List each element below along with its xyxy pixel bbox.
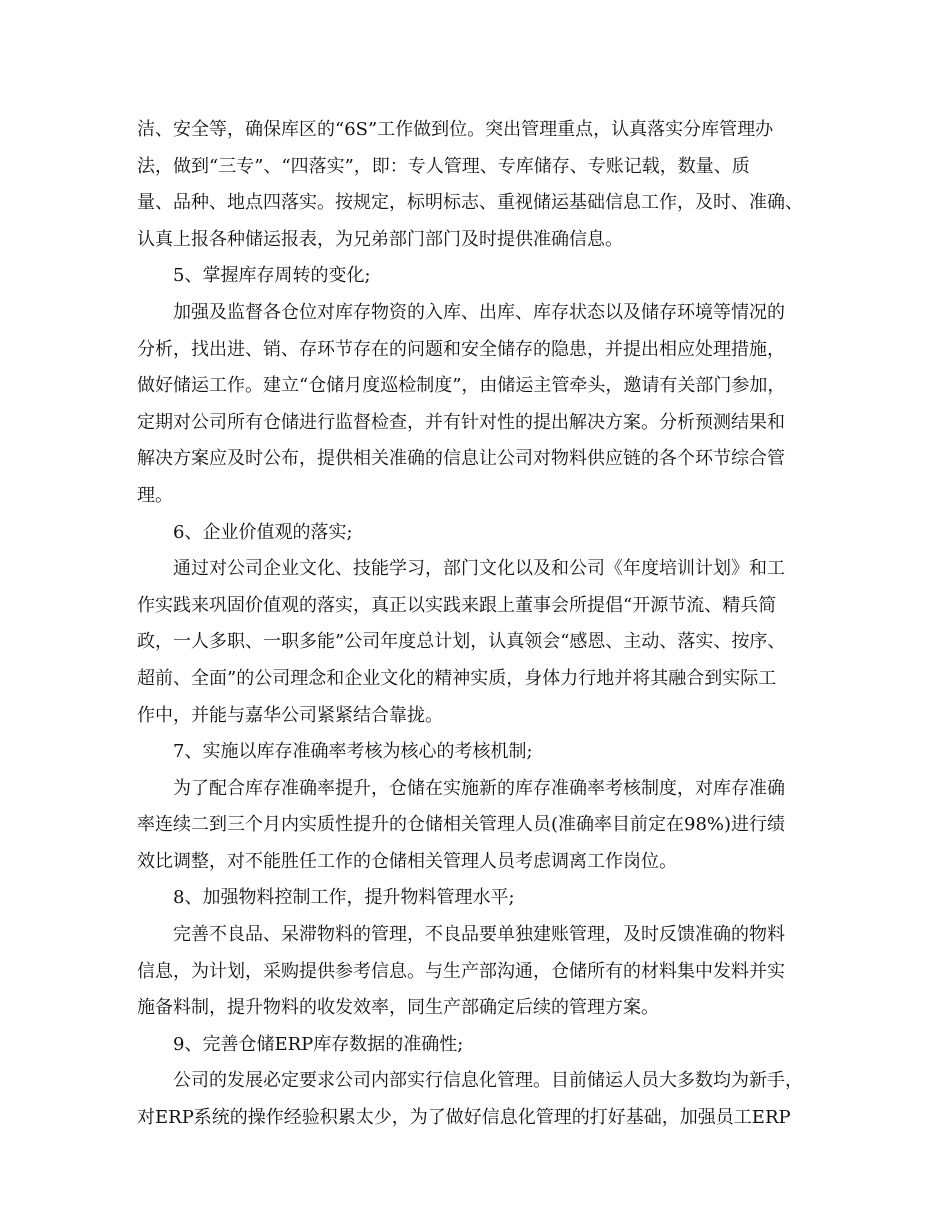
text-line: 政，一人多职、一职多能”公司年度总计划，认真领会“感恩、主动、落实、按序、 xyxy=(137,631,786,653)
text-line: 洁、安全等，确保库区的“6S”工作做到位。突出管理重点，认真落实分库管理办 xyxy=(137,119,774,140)
text-line: 解决方案应及时公布，提供相关准确的信息让公司对物料供应链的各个环节综合管 xyxy=(137,448,785,470)
text-line: 公司的发展必定要求公司内部实行信息化管理。目前储运人员大多数均为新手， xyxy=(173,1070,803,1092)
heading-text: 8、加强物料控制工作，提升物料管理水平; xyxy=(173,887,515,909)
text-line: 作中，并能与嘉华公司紧紧结合靠拢。 xyxy=(137,704,443,726)
text-line: 完善不良品、呆滞物料的管理，不良品要单独建账管理，及时反馈准确的物料 xyxy=(173,924,785,946)
paragraph-section-8 xyxy=(137,917,827,1027)
text-line: 通过对公司企业文化、技能学习，部门文化以及和公司《年度培训计划》和工 xyxy=(173,558,785,580)
text-line: 效比调整，对不能胜任工作的仓储相关管理人员考虑调离工作岗位。 xyxy=(137,850,677,872)
section-heading-8 xyxy=(137,880,827,917)
text-line: 定期对公司所有仓储进行监督检查，并有针对性的提出解决方案。分析预测结果和 xyxy=(137,411,785,433)
section-heading-9 xyxy=(137,1027,827,1064)
text-line: 量、品种、地点四落实。按规定，标明标志、重视储运基础信息工作，及时、准确、 xyxy=(137,192,803,214)
section-heading-6 xyxy=(137,515,827,552)
text-line: 做好储运工作。建立“仓储月度巡检制度”，由储运主管牵头，邀请有关部门参加， xyxy=(137,375,786,397)
paragraph-section-9 xyxy=(137,1063,827,1136)
text-line: 法，做到“三专”、“四落实”，即：专人管理、专库储存、专账记载，数量、质 xyxy=(137,155,750,177)
text-line: 为了配合库存准确率提升，仓储在实施新的库存准确率考核制度，对库存准确 xyxy=(173,777,785,799)
heading-text: 5、掌握库存周转的变化; xyxy=(173,265,371,287)
heading-text: 6、企业价值观的落实; xyxy=(173,521,353,543)
text-line: 对ERP系统的操作经验积累太少，为了做好信息化管理的打好基础，加强员工ERP xyxy=(137,1107,791,1129)
text-line: 理。 xyxy=(137,484,173,506)
document-body xyxy=(137,112,827,1137)
text-line: 加强及监督各仓位对库存物资的入库、出库、库存状态以及储存环境等情况的 xyxy=(173,301,785,323)
text-line: 信息，为计划，采购提供参考信息。与生产部沟通，仓储所有的材料集中发料并实 xyxy=(137,960,785,982)
text-line: 超前、全面”的公司理念和企业文化的精神实质，身体力行地并将其融合到实际工 xyxy=(137,667,777,689)
section-heading-7 xyxy=(137,734,827,771)
text-line: 施备料制，提升物料的收发效率，同生产部确定后续的管理方案。 xyxy=(137,997,659,1019)
heading-text: 9、完善仓储ERP库存数据的准确性; xyxy=(173,1033,464,1055)
paragraph-continuation xyxy=(137,112,827,258)
text-line: 认真上报各种储运报表，为兄弟部门部门及时提供准确信息。 xyxy=(137,228,623,250)
paragraph-section-5 xyxy=(137,295,827,515)
section-heading-5 xyxy=(137,258,827,295)
paragraph-section-6 xyxy=(137,551,827,734)
heading-text: 7、实施以库存准确率考核为核心的考核机制; xyxy=(173,741,533,763)
paragraph-section-7 xyxy=(137,771,827,881)
text-line: 分析，找出进、销、存环节存在的问题和安全储存的隐患，并提出相应处理措施， xyxy=(137,338,785,360)
text-line: 率连续二到三个月内实质性提升的仓储相关管理人员(准确率目前定在98%)进行绩 xyxy=(137,814,786,836)
text-line: 作实践来巩固价值观的落实，真正以实践来跟上董事会所提倡“开源节流、精兵简 xyxy=(137,594,777,616)
